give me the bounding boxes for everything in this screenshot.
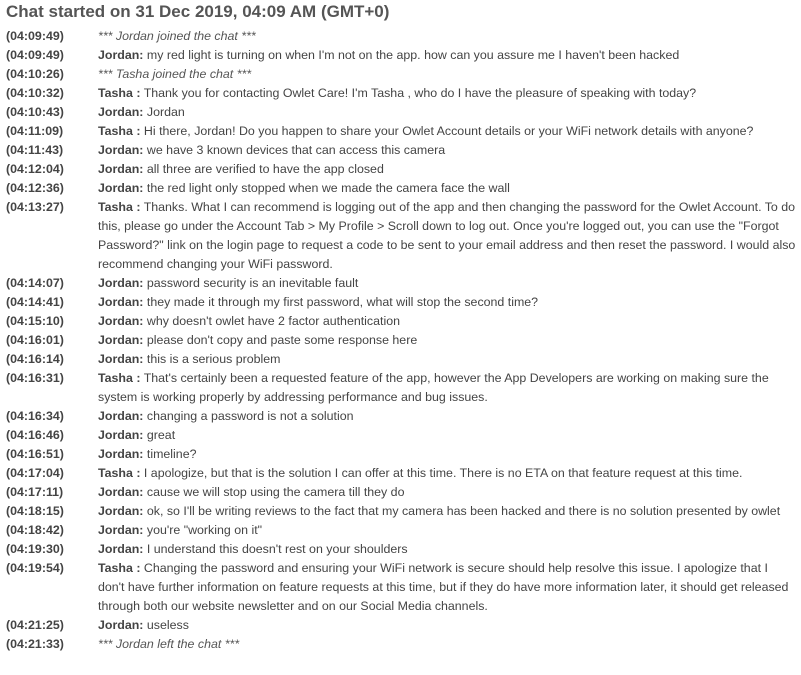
chat-message [6,179,797,198]
message-timestamp: (04:15:10) [6,314,64,328]
message-timestamp: (04:13:27) [6,200,64,214]
message-body [98,46,797,65]
message-body [98,141,797,160]
message-speaker: Tasha : [98,371,141,385]
message-timestamp: (04:19:54) [6,561,64,575]
message-body [98,331,797,350]
message-body [98,103,797,122]
message-speaker: Jordan: [98,162,144,176]
message-body [98,160,797,179]
chat-message [6,46,797,65]
chat-message [6,331,797,350]
message-speaker: Jordan: [98,447,144,461]
chat-message [6,445,797,464]
message-timestamp: (04:16:51) [6,447,64,461]
chat-message [6,407,797,426]
message-body [98,540,797,559]
message-text: Hi there, Jordan! Do you happen to share your Owlet Account details or your WiFi network details with anyone? [143,124,754,138]
message-text: I apologize, but that is the solution I can offer at this time. There is no ETA on that feature request at this time. [143,466,743,480]
message-body [98,616,797,635]
message-timestamp: (04:16:34) [6,409,64,423]
chat-message [6,559,797,616]
message-timestamp: (04:12:04) [6,162,64,176]
message-body [98,635,797,654]
chat-message [6,160,797,179]
message-text: useless [146,618,189,632]
chat-message [6,312,797,331]
message-text: the red light only stopped when we made the camera face the wall [146,181,510,195]
message-speaker: Jordan: [98,485,144,499]
chat-message [6,122,797,141]
message-speaker: Jordan: [98,333,144,347]
message-speaker: Jordan: [98,523,144,537]
message-text: all three are verified to have the app closed [146,162,384,176]
message-speaker: Jordan: [98,295,144,309]
chat-message [6,521,797,540]
message-timestamp: (04:16:46) [6,428,64,442]
message-text: I understand this doesn't rest on your shoulders [146,542,408,556]
message-text: ok, so I'll be writing reviews to the fact that my camera has been hacked and there is no solution presented by owlet [146,504,781,518]
chat-message [6,84,797,103]
chat-message [6,350,797,369]
message-speaker: Jordan: [98,314,144,328]
message-timestamp: (04:18:15) [6,504,64,518]
message-timestamp: (04:19:30) [6,542,64,556]
system-message [6,65,797,84]
message-body [98,179,797,198]
chat-title: Chat started on 31 Dec 2019, 04:09 AM (GMT+0) [6,2,390,21]
message-timestamp: (04:16:14) [6,352,64,366]
chat-message [6,426,797,445]
message-text: we have 3 known devices that can access this camera [146,143,446,157]
system-message [6,27,797,46]
chat-message [6,293,797,312]
message-timestamp: (04:10:32) [6,86,64,100]
message-text: you're "working on it" [146,523,263,537]
message-speaker: Jordan: [98,143,144,157]
message-body [98,502,797,521]
message-body [98,274,797,293]
message-text: they made it through my first password, what will stop the second time? [146,295,539,309]
message-timestamp: (04:21:33) [6,637,64,651]
message-text: timeline? [146,447,197,461]
message-speaker: Tasha : [98,124,141,138]
message-timestamp: (04:10:43) [6,105,64,119]
message-timestamp: (04:16:01) [6,333,64,347]
system-message [6,635,797,654]
message-body [98,122,797,141]
system-message-text: *** Jordan left the chat *** [98,637,240,651]
message-speaker: Jordan: [98,618,144,632]
message-body [98,312,797,331]
message-speaker: Jordan: [98,276,144,290]
message-text: Thank you for contacting Owlet Care! I'm Tasha , who do I have the pleasure of speaking with today? [143,86,697,100]
chat-message [6,274,797,293]
message-text: Thanks. What I can recommend is logging out of the app and then changing the password for the Owlet Account. To do this, please go under the Account Tab > My Profile > Scroll down to log out. Once you're logged out, you can use the "Forgot Password?" link on the login page to request a code to be sent to your email address and then reset the password. I would also recommend changing your WiFi password. [98,200,796,271]
message-text: please don't copy and paste some response here [146,333,418,347]
message-timestamp: (04:11:43) [6,143,64,157]
message-speaker: Jordan: [98,181,144,195]
message-body [98,369,797,407]
message-speaker: Tasha : [98,86,141,100]
message-text: why doesn't owlet have 2 factor authentication [146,314,400,328]
message-body [98,426,797,445]
message-text: changing a password is not a solution [146,409,354,423]
message-timestamp: (04:18:42) [6,523,64,537]
message-timestamp: (04:21:25) [6,618,64,632]
message-timestamp: (04:09:49) [6,48,64,62]
message-speaker: Jordan: [98,105,144,119]
message-timestamp: (04:11:09) [6,124,64,138]
chat-message [6,483,797,502]
message-speaker: Jordan: [98,409,144,423]
chat-message [6,464,797,483]
chat-message [6,141,797,160]
message-speaker: Jordan: [98,48,144,62]
message-body [98,445,797,464]
message-body [98,483,797,502]
message-text: cause we will stop using the camera till they do [146,485,405,499]
message-speaker: Jordan: [98,542,144,556]
message-text: That's certainly been a requested feature of the app, however the App Developers are working on making sure the system is working properly by addressing performance and bug issues. [98,371,769,404]
message-timestamp: (04:10:26) [6,67,64,81]
message-text: great [146,428,176,442]
chat-message [6,103,797,122]
chat-message [6,502,797,521]
message-body [98,521,797,540]
message-speaker: Jordan: [98,428,144,442]
chat-message [6,198,797,274]
message-speaker: Tasha : [98,200,141,214]
system-message-text: *** Tasha joined the chat *** [98,67,252,81]
message-text: password security is an inevitable fault [146,276,359,290]
message-body [98,559,797,616]
message-text: this is a serious problem [146,352,281,366]
message-body [98,464,797,483]
message-timestamp: (04:09:49) [6,29,64,43]
message-timestamp: (04:16:31) [6,371,64,385]
message-text: Jordan [146,105,185,119]
chat-message [6,540,797,559]
message-list [6,27,797,654]
message-body [98,65,797,84]
message-timestamp: (04:14:41) [6,295,64,309]
message-body [98,350,797,369]
message-body [98,198,797,274]
message-body [98,293,797,312]
message-body [98,27,797,46]
message-text: Changing the password and ensuring your WiFi network is secure should help resolve this issue. I apologize that I don't have further information on feature requests at this time, but if they do have more information later, it should get released through both our website newsletter and on our Social Media channels. [98,561,789,613]
message-speaker: Jordan: [98,352,144,366]
message-text: my red light is turning on when I'm not on the app. how can you assure me I haven't been hacked [146,48,680,62]
message-body [98,407,797,426]
message-timestamp: (04:17:11) [6,485,64,499]
message-speaker: Tasha : [98,561,141,575]
message-timestamp: (04:12:36) [6,181,64,195]
chat-message [6,369,797,407]
message-timestamp: (04:17:04) [6,466,64,480]
message-speaker: Tasha : [98,466,141,480]
message-body [98,84,797,103]
chat-message [6,616,797,635]
system-message-text: *** Jordan joined the chat *** [98,29,256,43]
message-timestamp: (04:14:07) [6,276,64,290]
message-speaker: Jordan: [98,504,144,518]
